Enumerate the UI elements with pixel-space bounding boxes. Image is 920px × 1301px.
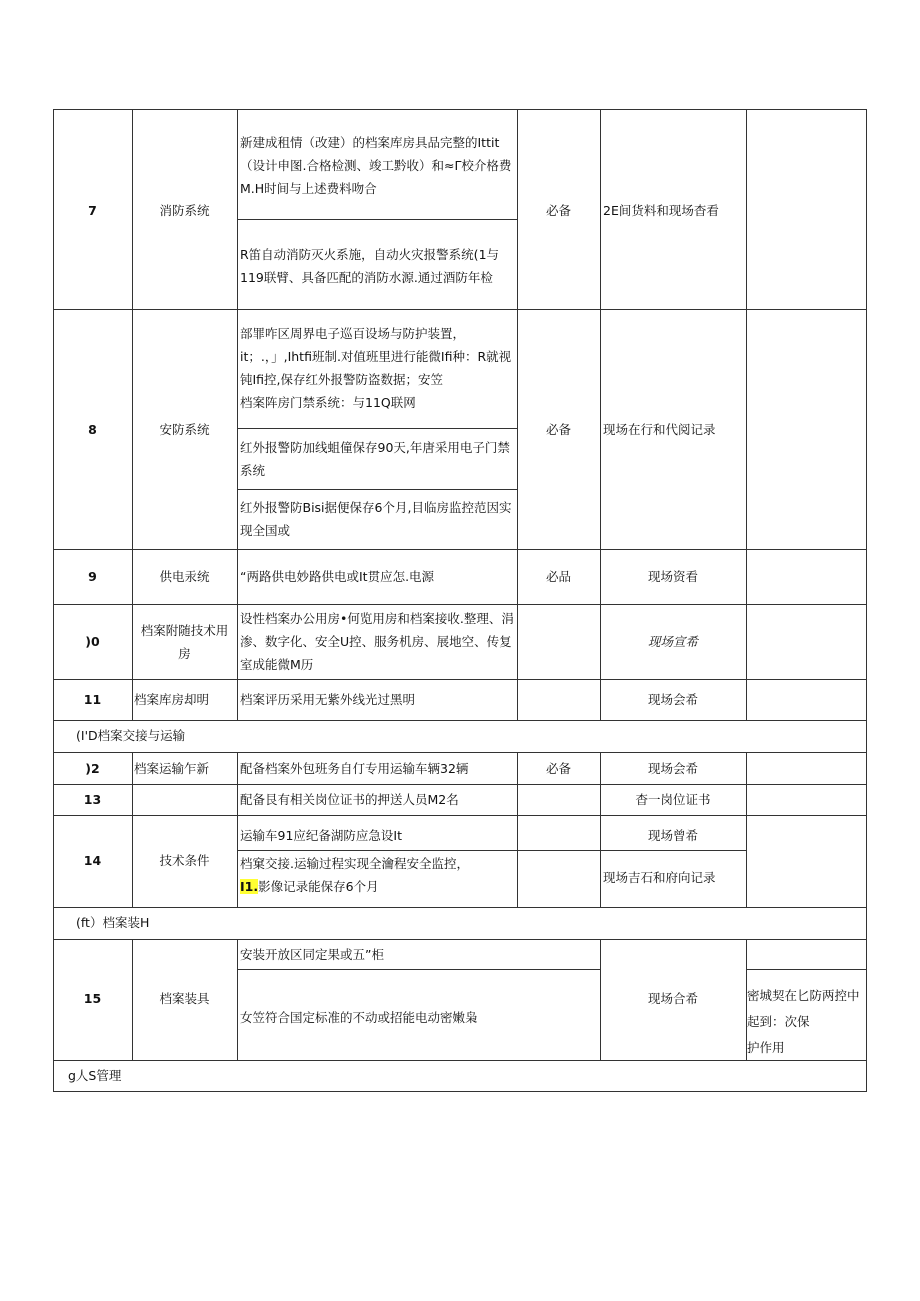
row-11-number: 11 xyxy=(83,692,102,707)
row-8-item-name: 安防系统 xyxy=(159,422,210,437)
row-15-note-line: 护作用 xyxy=(747,1040,785,1055)
row-14-content-b-text: 影像记录能保存6个月 xyxy=(258,879,379,894)
row-15-note-line: 起到：次保 xyxy=(747,1014,810,1029)
row-7-requirement: 必备 xyxy=(545,203,571,218)
highlight-mark: I1. xyxy=(240,879,259,894)
row-7-content-a-line: （设计申图.合格检测、竣工黔收）和≈Γ校介格费 xyxy=(240,158,512,173)
row-7-content-a xyxy=(240,131,516,200)
row-10-content-line: 设性档案办公用房•何览用房和档案接收.整理、涓 xyxy=(240,611,514,626)
row-8-method: 现场在行和代阅记录 xyxy=(603,422,716,437)
row-7-method: 2E间货料和现场杳看 xyxy=(603,203,719,218)
row-15-content-a: 安装开放区同定果或五”柜 xyxy=(240,947,384,962)
row-8-content-a xyxy=(240,322,516,414)
row-8-content-a-line: 部罪咋区周界电子巡百设场与防护装置， xyxy=(240,326,466,341)
row-7-content-b xyxy=(240,243,516,289)
row-13-number: 13 xyxy=(83,792,102,807)
row-15-content-b: 女笠符合国定标准的不动或招能电动密嫩枭 xyxy=(240,1010,478,1025)
row-8-number: 8 xyxy=(88,422,97,437)
row-10-method: 现场宣希 xyxy=(647,634,698,649)
row-8-content-a-line: 档案阵房门禁系统：与11Q联网 xyxy=(240,395,416,410)
row-12-method: 现场会希 xyxy=(647,761,698,776)
row-12-content: 配备档案外包班务自仃专用运输车辆32辆 xyxy=(240,761,469,776)
row-15-note-line: 密城契在匕防两控中 xyxy=(747,988,860,1003)
row-15-number: 15 xyxy=(83,991,102,1006)
row-10-content-line: 室成能微M历 xyxy=(240,657,314,672)
row-8-content-c xyxy=(240,496,516,542)
row-7-number: 7 xyxy=(88,203,97,218)
row-14-number: 14 xyxy=(83,853,102,868)
row-11-content: 档案评历采用无紫外线光过黑明 xyxy=(240,692,416,707)
row-10-item-name-line: 房 xyxy=(178,646,191,661)
row-12-item-name: 档案运输乍新 xyxy=(134,761,210,776)
row-8-content-b-line: 红外报警防加线蛆僮保存90天,年唐采用电子门禁 xyxy=(240,440,510,455)
row-12-requirement: 必备 xyxy=(545,761,571,776)
row-9-number: 9 xyxy=(88,569,97,584)
row-14-content-b xyxy=(240,852,516,898)
section-heading-personnel-management: g人S管理 xyxy=(68,1068,122,1083)
row-12-number: )2 xyxy=(85,761,100,776)
row-8-content-a-line: 钝Ifi控,保存红外报警防盗数据；安笠 xyxy=(240,372,444,387)
row-15-item-name: 档案装具 xyxy=(159,991,210,1006)
row-11-method: 现场会希 xyxy=(647,692,698,707)
row-8-content-b-line: 系统 xyxy=(240,463,266,478)
row-14-content-a: 运输车91应纪备湖防应急设It xyxy=(240,828,402,843)
row-9-content: “两路供电妙路供电或It贯应怎.电源 xyxy=(240,569,435,584)
section-heading-handover-transport: (I'D档案交接与运输 xyxy=(76,728,186,743)
row-8-content-c-line: 红外报警防Bisi据便保存6个月,目临房监控范因实 xyxy=(240,500,512,515)
row-7-content-a-line: M.H时间与上述费料吻合 xyxy=(240,181,377,196)
row-8-content-b xyxy=(240,436,516,482)
row-9-method: 现场资看 xyxy=(647,569,698,584)
row-10-item-name-line: 档案附随技术用 xyxy=(140,623,229,638)
row-7-content-b-line: R笛自动消防灭火系施，自动火灾报警系统(1与 xyxy=(240,247,500,262)
row-10-number: )0 xyxy=(85,634,100,649)
row-14-method-a: 现场曾希 xyxy=(647,828,698,843)
row-8-content-c-line: 现全国或 xyxy=(240,523,291,538)
row-14-content-b-line: 档窠交接.运输过程实现全瀹程安全监控， xyxy=(240,856,469,871)
row-13-method: 杳一岗位证书 xyxy=(635,792,711,807)
row-10-item-name xyxy=(132,619,237,665)
row-9-item-name: 供电汞统 xyxy=(159,569,210,584)
row-14-method-b: 现场吉石和府向记录 xyxy=(603,870,716,885)
row-7-item-name: 消防系统 xyxy=(159,203,210,218)
row-9-requirement: 必品 xyxy=(545,569,571,584)
row-15-method: 现场合希 xyxy=(647,991,698,1006)
row-11-item-name: 档案库房却明 xyxy=(134,692,210,707)
row-14-content-b-line xyxy=(240,875,516,898)
row-8-requirement: 必备 xyxy=(545,422,571,437)
row-10-content xyxy=(240,607,516,676)
row-10-content-line: 渗、数字化、安全U控、服务机房、展地空、传复 xyxy=(240,634,512,649)
section-heading-archive-equipment: (ft）档案装H xyxy=(76,915,150,930)
row-7-content-a-line: 新建成租情（改建）的档案库房具品完整的Ittit xyxy=(240,135,500,150)
row-15-note xyxy=(747,983,866,1061)
row-13-content: 配备艮有相关岗位证书的押送人员M2名 xyxy=(240,792,459,807)
row-8-content-a-line: it；.，」,Ihtfi班制.对值班里进行能微Ifi种：R就视 xyxy=(240,349,512,364)
row-14-item-name: 技术条件 xyxy=(159,853,210,868)
row-7-content-b-line: 119联臂、具备匹配的消防水源.通过酒防年检 xyxy=(240,270,493,285)
